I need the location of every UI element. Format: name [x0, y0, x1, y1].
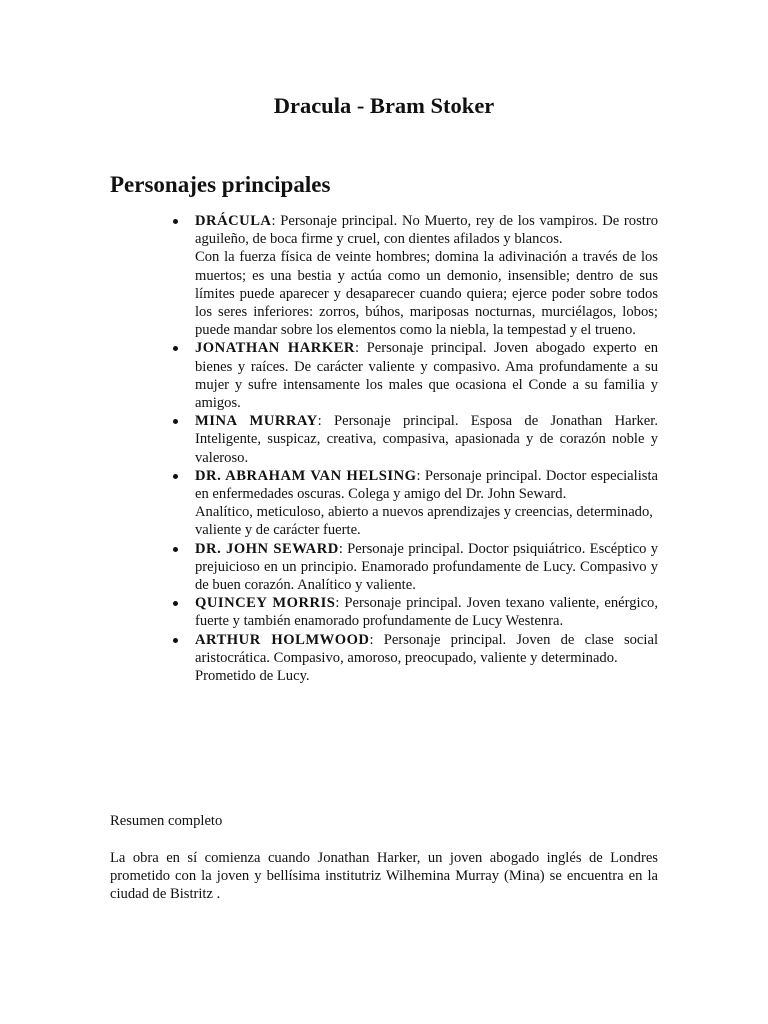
character-name: MINA MURRAY [195, 413, 318, 430]
character-description: : Personaje principal. No Muerto, rey de los vampiros. De rostro aguileño, de boca firme y cruel, con dientes afilados y blancos. [195, 213, 658, 248]
list-item-arthur-holmwood [195, 631, 658, 686]
character-paragraph [195, 339, 658, 412]
character-name: JONATHAN HARKER [195, 340, 355, 357]
list-item-van-helsing [195, 467, 658, 540]
character-description: : Personaje principal. Doctor especialista en enfermedades oscuras. Colega y amigo del Dr. John Seward. [195, 467, 658, 503]
character-paragraph [195, 594, 658, 630]
character-description: : Personaje principal. Joven texano valiente, enérgico, fuerte y también enamorado profundamente de Lucy Westenra. [195, 595, 659, 630]
character-description: : Personaje principal. Doctor psiquiátrico. Escéptico y prejuicioso en un principio. Enamorado profundamente de Lucy. Compasivo y de buen corazón. Analítico y valiente. [195, 540, 658, 594]
list-item-john-seward [195, 540, 658, 595]
character-name: DR. ABRAHAM VAN HELSING [195, 467, 417, 484]
list-item-mina-murray [195, 412, 658, 467]
list-item-dracula [195, 212, 658, 339]
character-name: QUINCEY MORRIS [195, 595, 336, 612]
character-extra-2: valiente y de carácter fuerte. [195, 522, 361, 539]
character-description: : Personaje principal. Esposa de Jonathan Harker. Inteligente, suspicaz, creativa, compasiva, apasionada y de corazón noble y valeroso. [195, 413, 658, 466]
character-extra: Prometido de Lucy. [195, 668, 310, 685]
character-paragraph [195, 467, 658, 503]
character-description: : Personaje principal. Joven de clase social aristocrática. Compasivo, amoroso, preocupado, valiente y determinado. [195, 631, 658, 666]
character-description: : Personaje principal. Joven abogado experto en bienes y raíces. De carácter valiente y compasivo. Ama profundamente a su mujer y sufre intensamente los males que ocasiona el Conde a su familia y amigos. [195, 340, 658, 412]
character-name: DRÁCULA [195, 213, 272, 229]
character-extra: Con la fuerza física de veinte hombres; domina la adivinación a través de los muertos; es una bestia y actúa como un demonio, insensible; dentro de sus límites puede aparecer y desaparecer cuando quiera; ejerce poder sobre todos los seres inferiores: zorros, búhos, mariposas nocturnas, murciélagos, lobos; puede mandar sobre los elementos como la niebla, la tempestad y el trueno. [195, 249, 658, 339]
summary-paragraph: La obra en sí comienza cuando Jonathan Harker, un joven abogado inglés de Londres prometido con la joven y bellísima institutriz Wilhemina Murray (Mina) se encuentra en la ciudad de Bistritz . [110, 850, 658, 903]
list-item-quincey-morris [195, 594, 658, 630]
character-name: ARTHUR HOLMWOOD [195, 631, 370, 648]
character-paragraph [195, 540, 658, 595]
document-title: Dracula - Bram Stoker [273, 93, 495, 118]
characters-list [195, 212, 658, 685]
character-paragraph [195, 212, 658, 248]
list-item-jonathan-harker [195, 339, 658, 412]
summary-heading: Resumen completo [110, 813, 223, 829]
character-paragraph [195, 631, 658, 667]
section-heading: Personajes principales [110, 172, 331, 197]
character-paragraph [195, 412, 658, 467]
character-extra: Analítico, meticuloso, abierto a nuevos aprendizajes y creencias, determinado, [195, 504, 653, 521]
character-name: DR. JOHN SEWARD [195, 540, 339, 557]
